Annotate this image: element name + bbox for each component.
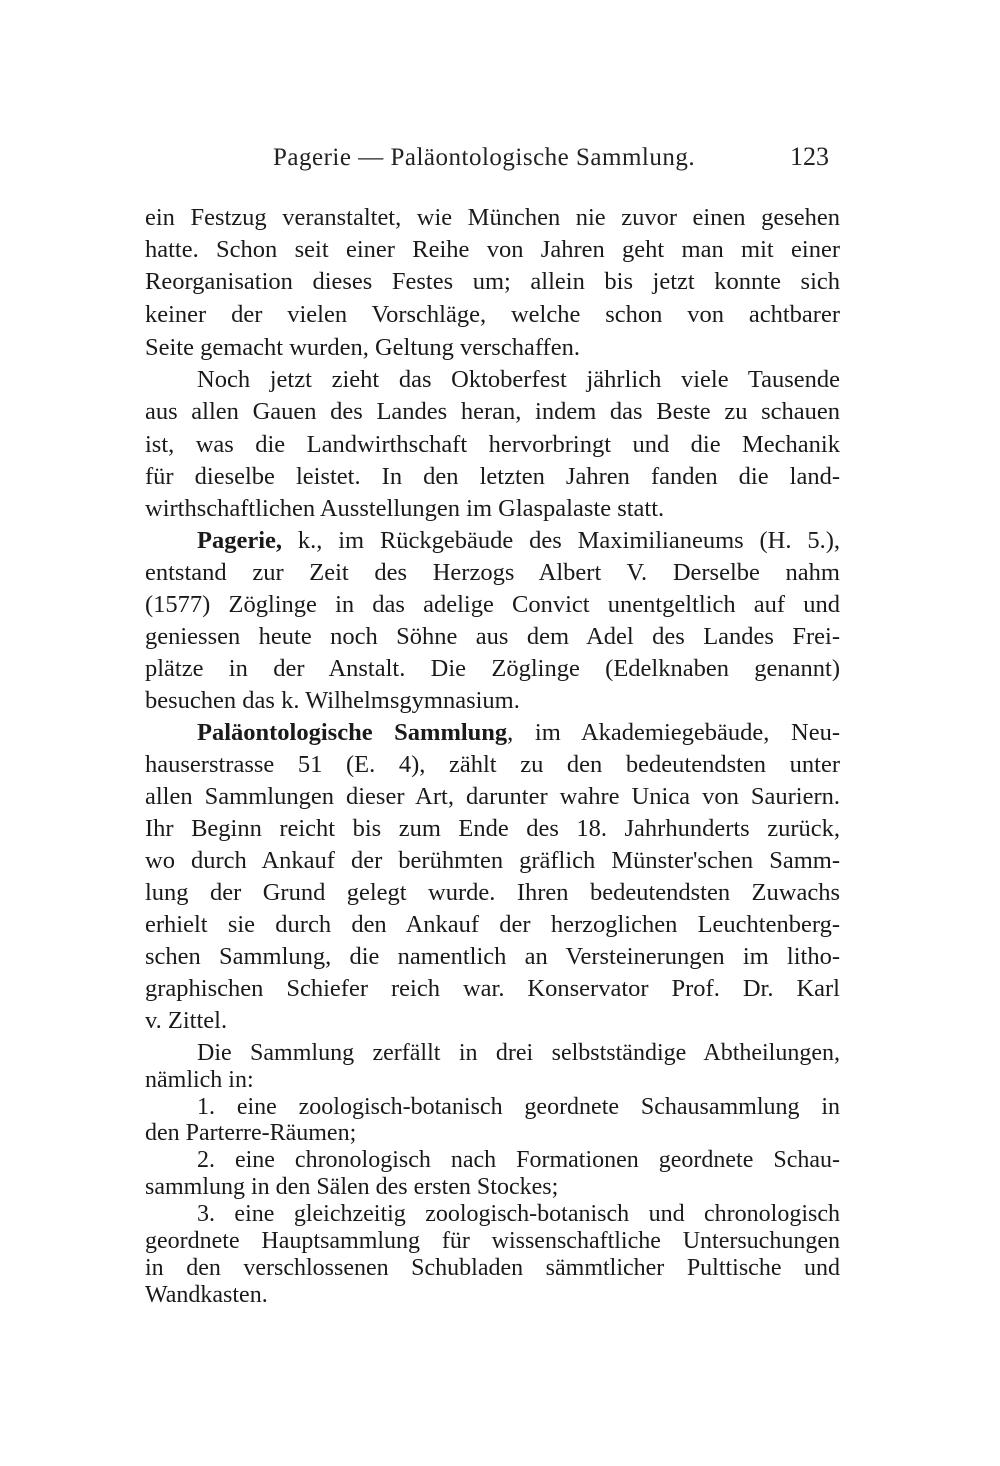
entry-text: , im Akademiegebäude, Neu-: [507, 719, 840, 746]
text-line: wo durch Ankauf der berühmten gräflich Münster'schen Samm-: [145, 847, 840, 874]
list-item: 1. eine zoologisch-botanisch geordnete Schausammlung in: [197, 1094, 840, 1120]
text-line: Wandkasten.: [145, 1282, 268, 1308]
list-item: 3. eine gleichzeitig zoologisch-botanisch und chronologisch: [197, 1201, 840, 1227]
text-line: nämlich in:: [145, 1067, 254, 1093]
text-line: graphischen Schiefer reich war. Konservator Prof. Dr. Karl: [145, 975, 840, 1002]
entry-text: k., im Rückgebäude des Maximilianeums (H. 5.),: [282, 527, 840, 554]
text-line: (1577) Zöglinge in das adelige Convict unentgeltlich auf und: [145, 591, 840, 618]
text-line: entstand zur Zeit des Herzogs Albert V. Derselbe nahm: [145, 559, 840, 586]
text-line: geniessen heute noch Söhne aus dem Adel des Landes Frei-: [145, 623, 840, 650]
running-title: Pagerie — Paläontologische Sammlung.: [273, 144, 696, 171]
text-line: Ihr Beginn reicht bis zum Ende des 18. Jahrhunderts zurück,: [145, 815, 840, 842]
text-line: allen Sammlungen dieser Art, darunter wahre Unica von Sauriern.: [145, 783, 840, 810]
text-line: sammlung in den Sälen des ersten Stockes;: [145, 1174, 559, 1200]
text-line: lung der Grund gelegt wurde. Ihren bedeutendsten Zuwachs: [145, 879, 840, 906]
text-line: hauserstrasse 51 (E. 4), zählt zu den bedeutendsten unter: [145, 751, 840, 778]
text-line: keiner der vielen Vorschläge, welche schon von achtbarer: [145, 301, 840, 328]
text-line: in den verschlossenen Schubladen sämmtlicher Pulttische und: [145, 1255, 840, 1281]
text-line: Noch jetzt zieht das Oktoberfest jährlich viele Tausende: [197, 366, 840, 393]
text-line: ist, was die Landwirthschaft hervorbringt und die Mechanik: [145, 431, 840, 458]
text-line: geordnete Hauptsammlung für wissenschaftliche Untersuchungen: [145, 1228, 840, 1254]
text-line: für dieselbe leistet. In den letzten Jahren fanden die land-: [145, 463, 840, 490]
text-line: erhielt sie durch den Ankauf der herzoglichen Leuchtenberg-: [145, 911, 840, 938]
text-line: v. Zittel.: [145, 1007, 228, 1034]
text-line: wirthschaftlichen Ausstellungen im Glaspalaste statt.: [145, 495, 665, 522]
list-item: 2. eine chronologisch nach Formationen geordnete Schau-: [197, 1147, 840, 1173]
entry-first-line: [197, 526, 840, 556]
text-line: ein Festzug veranstaltet, wie München nie zuvor einen gesehen: [145, 204, 840, 231]
text-line: aus allen Gauen des Landes heran, indem das Beste zu schauen: [145, 398, 840, 425]
page-number: 123: [790, 142, 829, 171]
entry-first-line: [197, 718, 840, 748]
text-line: Reorganisation dieses Festes um; allein bis jetzt konnte sich: [145, 268, 840, 295]
text-line: schen Sammlung, die namentlich an Versteinerungen im litho-: [145, 943, 840, 970]
entry-term: Paläontologische Sammlung: [197, 719, 508, 746]
text-line: Seite gemacht wurden, Geltung verschaffen.: [145, 334, 580, 361]
text-line: hatte. Schon seit einer Reihe von Jahren geht man mit einer: [145, 236, 840, 263]
entry-term: Pagerie,: [197, 527, 283, 554]
text-line: plätze in der Anstalt. Die Zöglinge (Edelknaben genannt): [145, 655, 840, 682]
text-line: besuchen das k. Wilhelmsgymnasium.: [145, 687, 520, 714]
text-line: Die Sammlung zerfällt in drei selbstständige Abtheilungen,: [197, 1040, 840, 1066]
text-line: den Parterre-Räumen;: [145, 1120, 357, 1146]
